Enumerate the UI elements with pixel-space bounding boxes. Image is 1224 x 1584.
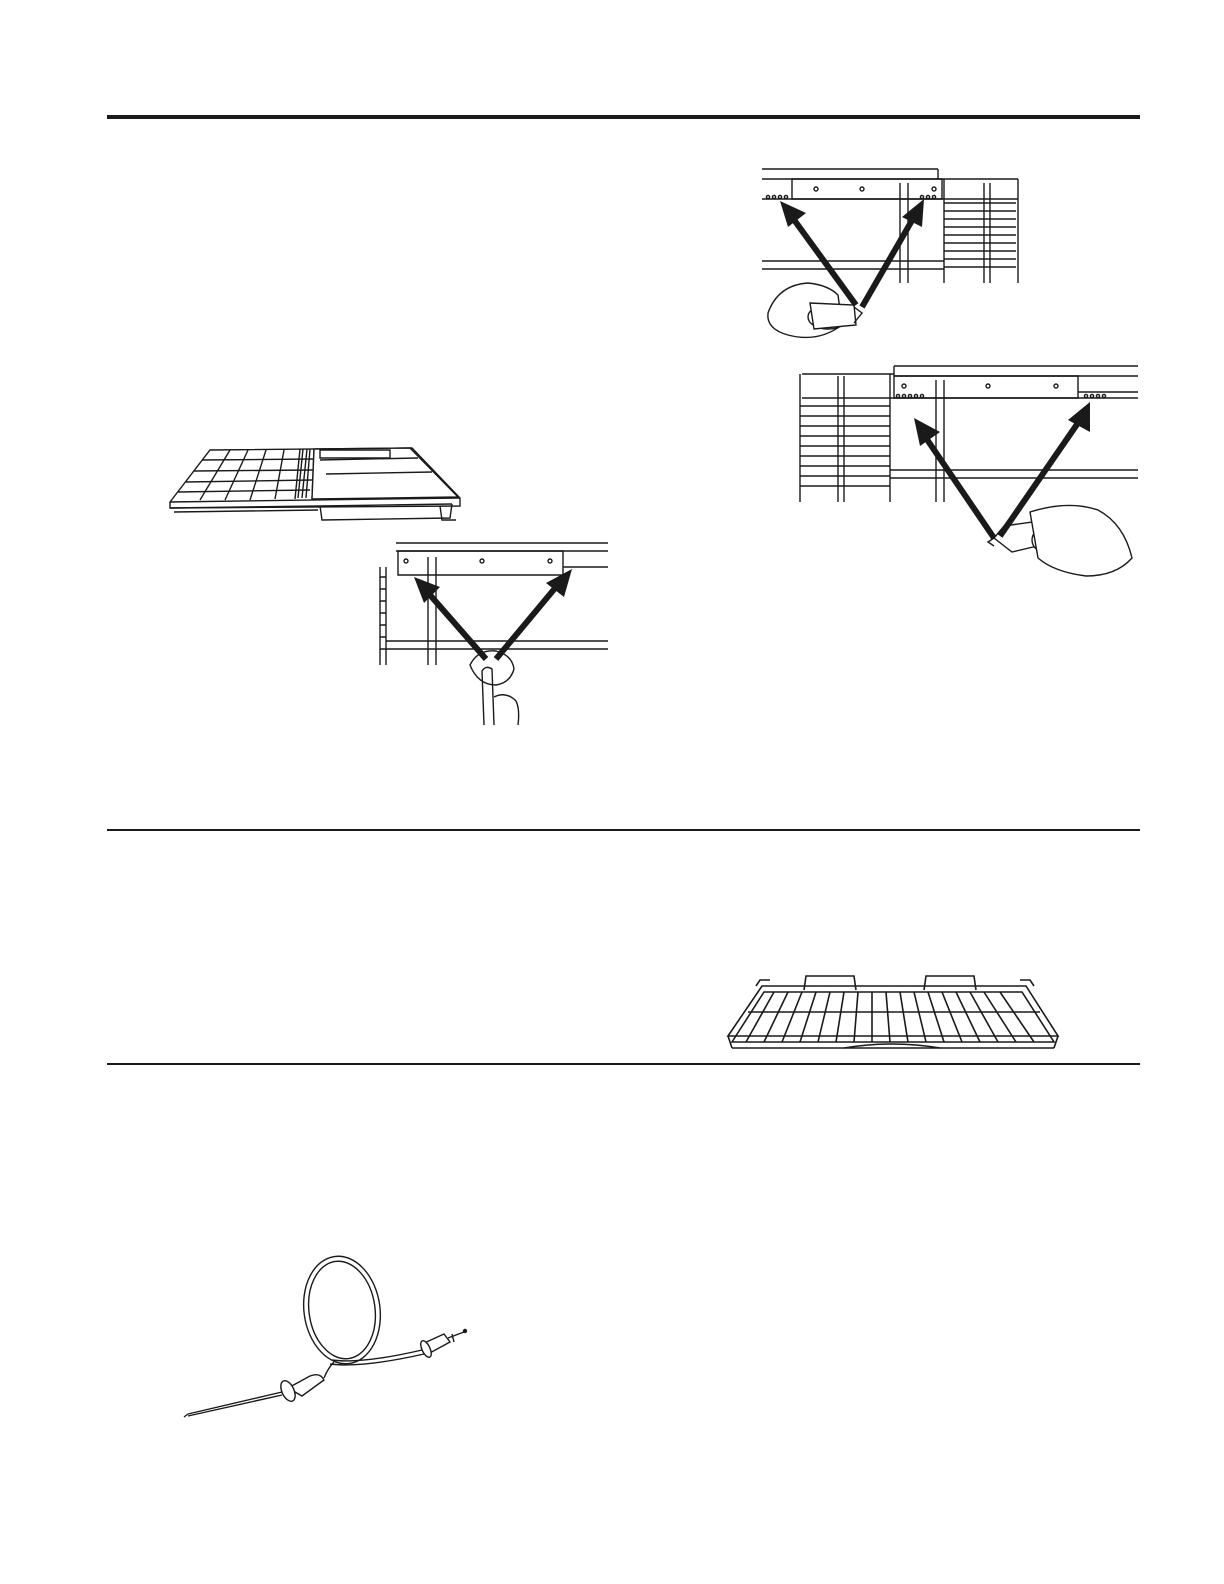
meat-probe-illustration	[182, 1254, 470, 1422]
extension-rack-illustration	[160, 440, 470, 525]
lubricate-right-rail-illustration	[798, 362, 1140, 582]
lubricate-left-rail-illustration	[758, 165, 1020, 345]
flat-rack-illustration	[724, 972, 1060, 1052]
section-divider-1	[107, 829, 1140, 831]
top-rule	[107, 115, 1140, 119]
section-divider-2	[107, 1063, 1140, 1065]
wipe-rails-illustration	[378, 537, 613, 725]
